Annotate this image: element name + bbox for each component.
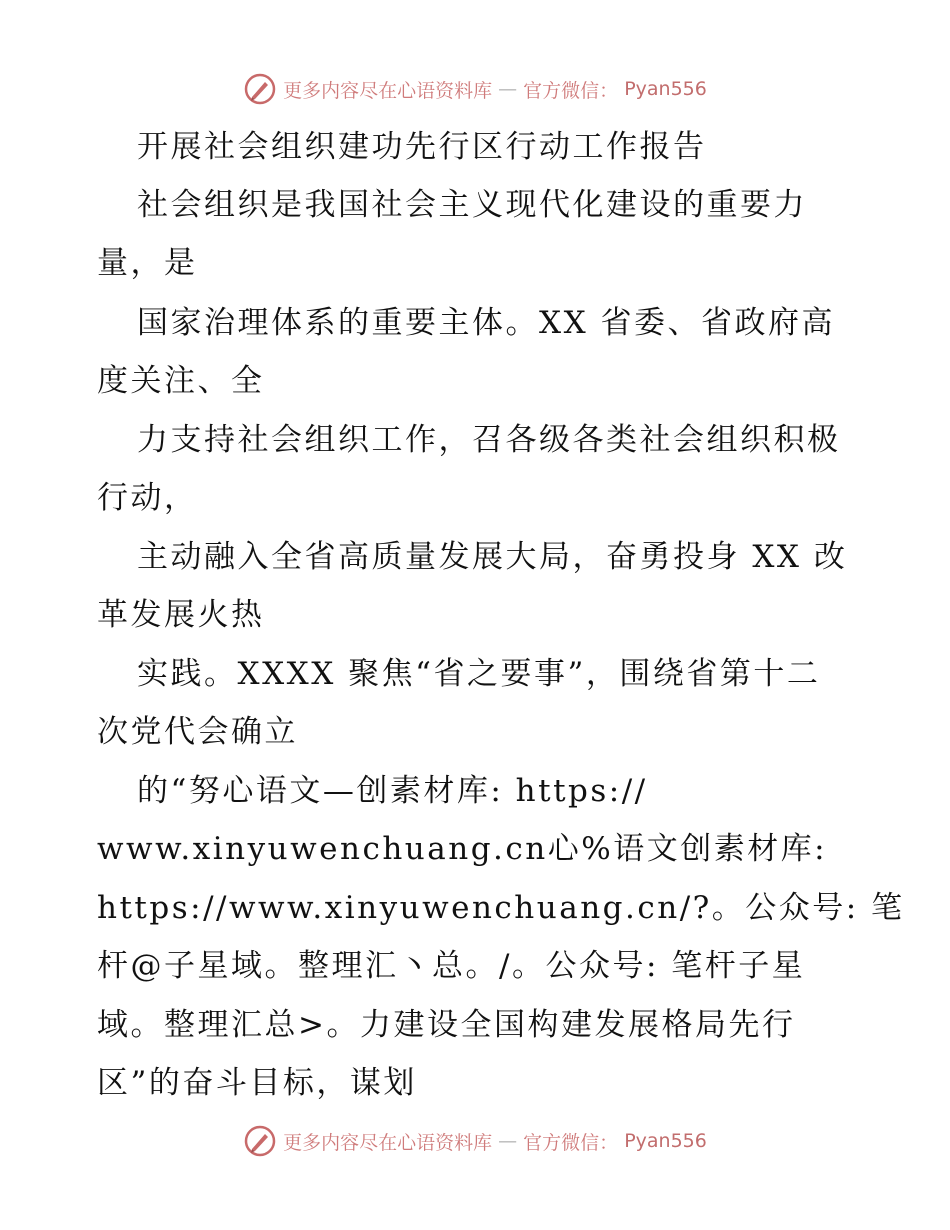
document-title: 开展社会组织建功先行区行动工作报告 — [137, 129, 707, 165]
paragraph-line: 域。整理汇总>。力建设全国构建发展格局先行 — [97, 1007, 796, 1043]
paragraph-line: www.xinyuwenchuang.cn心%语文创素材库: — [97, 831, 828, 867]
paragraph-line: https://www.xinyuwenchuang.cn/?。公众号: 笔 — [97, 890, 905, 926]
watermark-official-prefix: 官方微信： — [523, 79, 619, 102]
watermark-separator: — — [498, 1130, 518, 1152]
paragraph-line: 社会组织是我国社会主义现代化建设的重要力 — [137, 187, 807, 223]
paragraph-line: 行动， — [97, 480, 198, 516]
paragraph-line: 主动融入全省高质量发展大局，奋勇投身 XX 改 — [137, 539, 848, 575]
watermark-text: 更多内容尽在心语资料库 — [283, 79, 493, 102]
paragraph-line: 区”的奋斗目标，谋划 — [97, 1065, 417, 1101]
paragraph-line: 量，是 — [97, 245, 198, 281]
pen-logo-icon — [243, 1124, 277, 1158]
watermark-text: 更多内容尽在心语资料库 — [283, 1131, 493, 1154]
watermark-account: Pyan556 — [624, 1130, 707, 1152]
watermark-official-prefix: 官方微信： — [523, 1131, 619, 1154]
paragraph-line: 国家治理体系的重要主体。XX 省委、省政府高 — [137, 305, 835, 341]
watermark-header — [0, 72, 950, 106]
paragraph-line: 力支持社会组织工作，召各级各类社会组织积极 — [137, 422, 841, 458]
watermark-footer — [0, 1124, 950, 1158]
paragraph-line: 度关注、全 — [97, 363, 265, 399]
watermark-account: Pyan556 — [624, 78, 707, 100]
paragraph-line: 次党代会确立 — [97, 714, 298, 750]
pen-logo-icon — [243, 72, 277, 106]
paragraph-line: 的“努心语文—创素材库: https:// — [137, 773, 648, 809]
paragraph-line: 革发展火热 — [97, 597, 265, 633]
watermark-separator: — — [498, 78, 518, 100]
paragraph-line: 杆@子星域。整理汇丶总。/。公众号: 笔杆子星 — [97, 948, 806, 984]
paragraph-line: 实践。XXXX 聚焦“省之要事”，围绕省第十二 — [137, 656, 821, 692]
